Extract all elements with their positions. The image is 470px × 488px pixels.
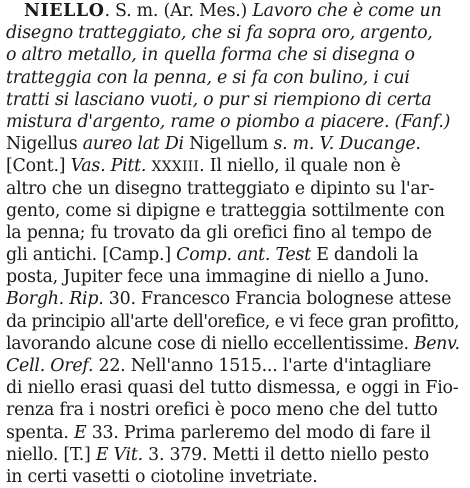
entry-line — [6, 377, 464, 399]
text-run: in certi vasetti o ciotoline invetriate. — [6, 466, 318, 487]
entry-line — [6, 0, 464, 22]
text-run: 30. Francesco Francia bolognese attese — [103, 289, 452, 310]
entry-text-block — [6, 0, 464, 488]
text-run: da principio all'arte dell'orefice, e vi fece gran profitto, — [6, 311, 459, 332]
text-run: Benv. — [413, 333, 460, 354]
text-run: aureo lat Di — [82, 134, 184, 155]
text-run: 22. Nell'anno 1515... l'arte d'intagliare — [93, 356, 432, 376]
text-run: tratti si lasciano vuoti, o pur si riempiono di certa — [6, 89, 432, 110]
text-run: Cell. Oref. — [6, 356, 94, 376]
entry-line — [6, 178, 464, 200]
entry-line — [6, 333, 464, 355]
text-run: la penna; fu trovato da gli orefici fino al tempo de — [6, 222, 432, 243]
entry-line — [6, 22, 464, 44]
entry-line — [6, 244, 464, 266]
text-run: E Vit. — [95, 444, 143, 465]
entry-line — [6, 133, 464, 155]
text-run: . Il niello, il quale non è — [199, 156, 401, 177]
entry-line — [6, 200, 464, 222]
entry-line — [6, 422, 464, 444]
entry-line — [6, 444, 464, 466]
entry-line — [6, 111, 464, 133]
entry-line — [6, 89, 464, 111]
entry-line — [6, 266, 464, 288]
text-run: [Cont.] — [6, 156, 71, 177]
text-run: 33. Prima parleremo del modo di fare il — [86, 422, 431, 443]
entry-line — [6, 44, 464, 66]
entry-line — [6, 222, 464, 244]
entry-line — [6, 155, 464, 177]
text-run: spenta. — [6, 422, 74, 443]
entry-line — [6, 466, 464, 488]
text-run: Comp. ant. Test — [176, 245, 311, 266]
text-run: niello. [T.] — [6, 444, 96, 465]
text-run: o altro metallo, in quella forma che si disegna o — [6, 45, 415, 66]
text-run: Borgh. Rip. — [6, 289, 104, 310]
text-run: Vas. Pitt. — [70, 156, 152, 177]
entry-line — [6, 399, 464, 421]
text-run: posta, Jupiter fece una immagine di niello a Juno. — [6, 267, 429, 288]
text-run: mistura d'argento, rame o piombo a piacere. (Fanf.) — [6, 111, 451, 132]
entry-line — [6, 355, 464, 377]
text-run: E dandoli la — [310, 245, 419, 266]
text-run: renza fra i nostri orefici è poco meno che del tutto — [6, 400, 438, 421]
text-run: altro che un disegno tratteggiato e dipinto su l'ar- — [6, 178, 435, 199]
text-run: . S. m. (Ar. Mes.) — [104, 1, 253, 21]
entry-line — [6, 311, 464, 333]
text-run: Lavoro che è come un — [252, 1, 442, 21]
text-run: lavorando alcune cose di niello eccellentissime. — [6, 333, 414, 354]
text-run: tratteggia con la penna, e si fa con bulino, i cui — [6, 67, 410, 88]
text-run: XXXIII — [151, 159, 200, 176]
text-run: gento, come si dipigne e tratteggia sottilmente con — [6, 200, 445, 221]
text-run: di niello erasi quasi del tutto dismessa, e oggi in Fio- — [6, 378, 459, 399]
text-run: 3. 379. Metti il detto niello pesto — [142, 444, 429, 465]
entry-line — [6, 288, 464, 310]
text-run: E — [73, 422, 87, 443]
headword: NIELLO — [24, 1, 105, 21]
text-run: gli antichi. [Camp.] — [6, 245, 177, 266]
text-run: Nigellus — [6, 134, 83, 155]
text-run: disegno tratteggiato, che si fa sopra oro, argento, — [6, 23, 433, 44]
text-run: s. m. V. Ducange. — [273, 134, 421, 155]
entry-line — [6, 67, 464, 89]
text-run: Nigellum — [183, 134, 274, 155]
